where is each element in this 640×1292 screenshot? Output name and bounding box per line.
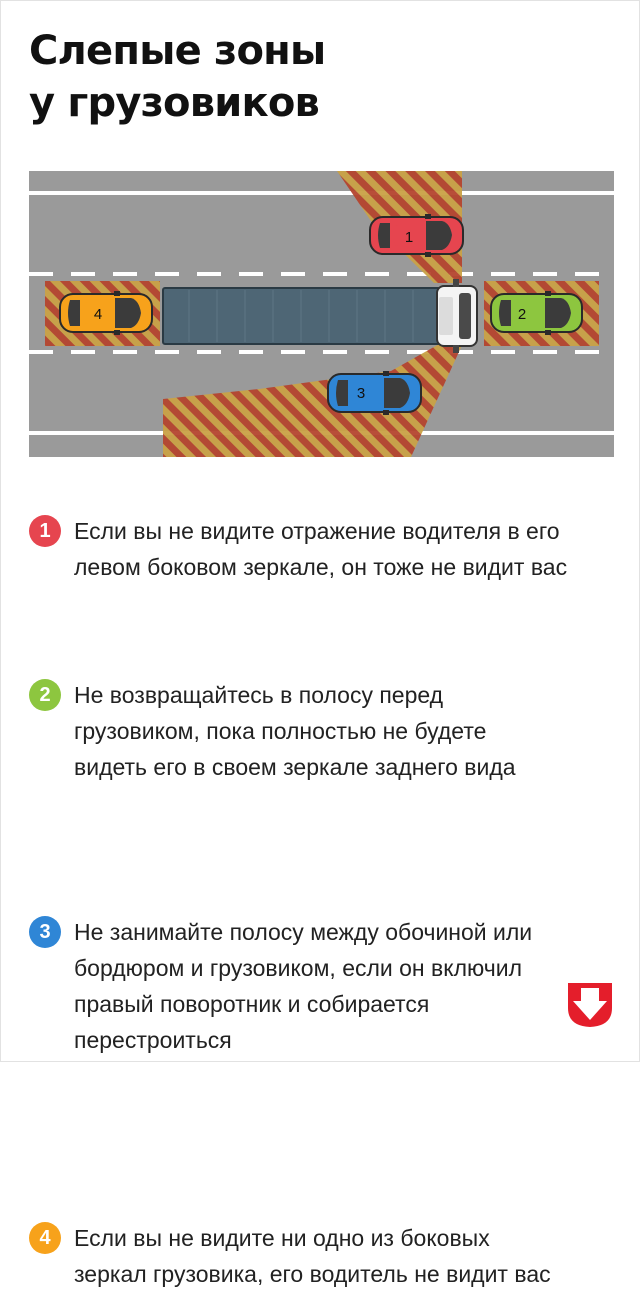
truck-blind-spots-diagram <box>29 171 614 457</box>
legend-3-line-1: Не занимайте полосу между обочиной или <box>74 919 533 945</box>
legend-4-line-2: зеркал грузовика, его водитель не видит вас <box>74 1261 551 1287</box>
legend-3-line-3: правый поворотник и собирается <box>74 991 430 1017</box>
truck <box>163 279 477 353</box>
legend-item-3 <box>29 914 629 1058</box>
title-line-2: у грузовиков <box>29 80 320 126</box>
car-4 <box>60 291 152 335</box>
legend-number-badge-3: 3 <box>29 916 61 948</box>
legend-2-line-2: грузовиком, пока полностью не будете <box>74 718 487 744</box>
legend-number-badge-4: 4 <box>29 1222 61 1254</box>
legend-number-badge-1: 1 <box>29 515 61 547</box>
car-1-label: 1 <box>404 229 414 246</box>
road-edge-line-top <box>29 191 614 195</box>
truck-left-mirror-icon <box>453 279 459 287</box>
car-2 <box>491 291 582 335</box>
car-4-label: 4 <box>93 306 103 323</box>
car-2-label: 2 <box>517 306 527 323</box>
truck-right-mirror-icon <box>453 345 459 353</box>
legend-item-4 <box>29 1220 629 1292</box>
legend-3-line-4: перестроиться <box>74 1027 232 1053</box>
page-title <box>29 25 325 129</box>
legend-item-2 <box>29 677 629 785</box>
legend-1-line-1: Если вы не видите отражение водителя в его <box>74 518 560 544</box>
car-1 <box>370 214 463 257</box>
title-line-1: Слепые зоны <box>29 28 326 74</box>
legend-item-1 <box>29 513 629 585</box>
blind-spot-legend <box>29 513 629 1287</box>
legend-number-badge-2: 2 <box>29 679 61 711</box>
legend-4-line-1: Если вы не видите ни одно из боковых <box>74 1225 490 1251</box>
car-3-label: 3 <box>356 385 366 402</box>
legend-2-line-1: Не возвращайтесь в полосу перед <box>74 682 444 708</box>
car-3 <box>328 371 421 415</box>
legend-1-line-2: левом боковом зеркале, он тоже не видит вас <box>74 554 568 580</box>
legend-2-line-3: видеть его в своем зеркале заднего вида <box>74 754 516 780</box>
brand-logo-icon <box>567 982 613 1028</box>
legend-3-line-2: бордюром и грузовиком, если он включил <box>74 955 522 981</box>
